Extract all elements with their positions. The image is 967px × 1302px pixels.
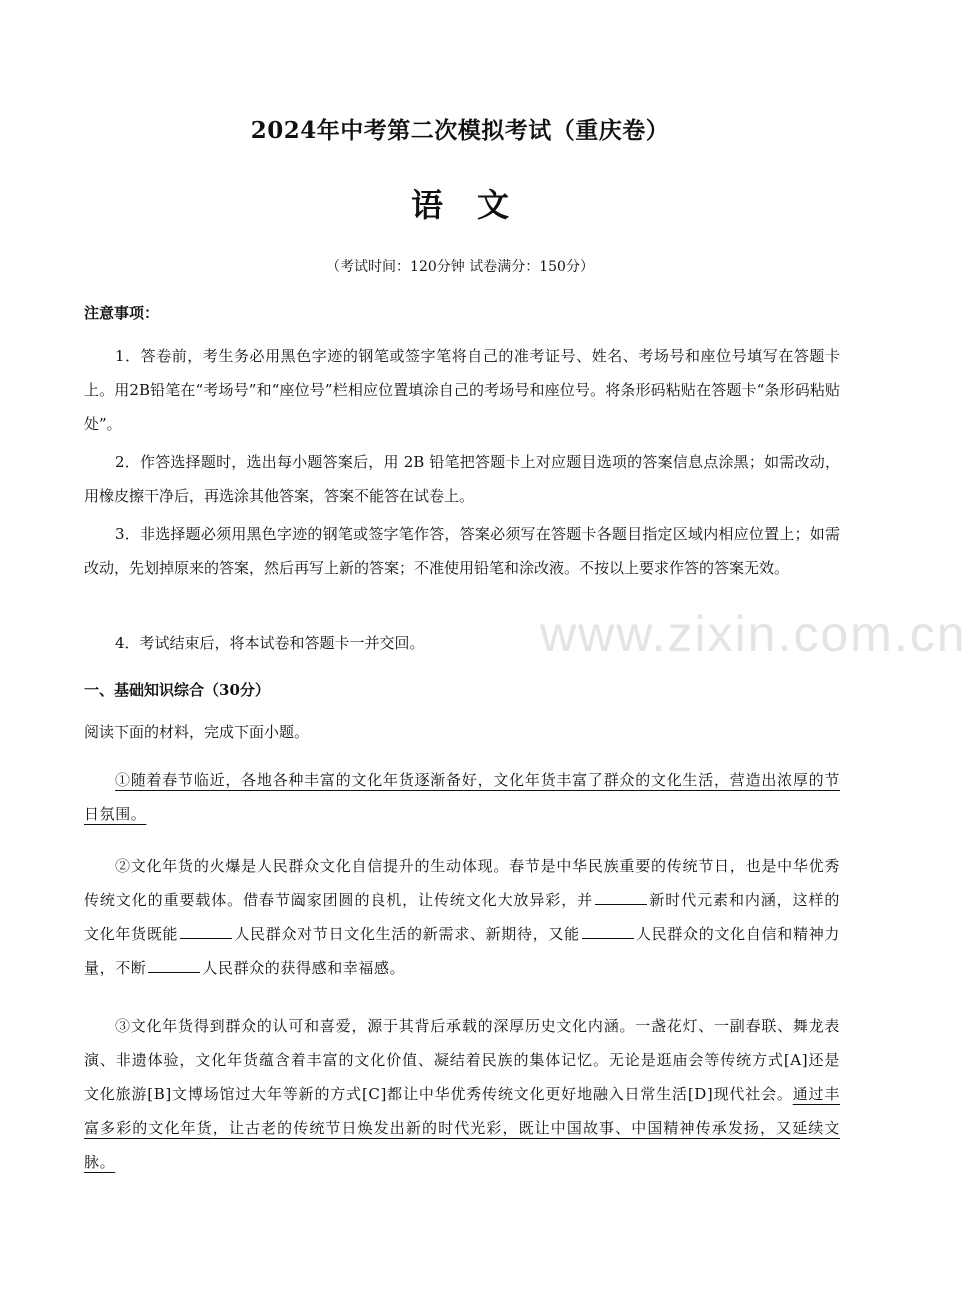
fill-blank-1[interactable] xyxy=(595,890,647,905)
notice-item-3: 3．非选择题必须用黑色字迹的钢笔或签字笔作答，答案必须写在答题卡各题目指定区域内相应位置上；如需改动，先划掉原来的答案，然后再写上新的答案；不准使用铅笔和涂改液。不按以上要求作答的答案无效。 xyxy=(84,525,840,577)
p3-text: ③文化年货得到群众的认可和喜爱，源于其背后承载的深厚历史文化内涵。一盏花灯、一副春联、舞龙表演、非遗体验，文化年货蕴含着丰富的文化价值、凝结着民族的集体记忆。无论是逛庙会等传统方式[A]还是文化旅游[B]文博场馆过大年等新的方式[C]都让中华优秀传统文化更好地融入日常生活[D]现代社会。 xyxy=(84,1017,840,1103)
notice-item-1: 1．答卷前，考生务必用黑色字迹的钢笔或签字笔将自己的准考证号、姓名、考场号和座位号填写在答题卡上。用2B铅笔在“考场号”和“座位号”栏相应位置填涂自己的考场号和座位号。将条形码粘贴在答题卡“条形码粘贴处”。 xyxy=(84,347,840,433)
notice-item-2: 2．作答选择题时，选出每小题答案后，用 2B 铅笔把答题卡上对应题目选项的答案信息点涂黑；如需改动，用橡皮擦干净后，再选涂其他答案，答案不能答在试卷上。 xyxy=(84,453,840,505)
fill-blank-3[interactable] xyxy=(582,924,634,939)
passage-paragraph-2 xyxy=(84,849,840,985)
exam-title: 2024年中考第二次模拟考试（重庆卷） xyxy=(250,117,670,144)
fill-blank-4[interactable] xyxy=(148,958,200,973)
p2-text-2: 新时代元素和内涵，这样的文化年货既能 xyxy=(84,891,841,943)
p2-text-1: ②文化年货的火爆是人民群众文化自信提升的生动体现。春节是中华民族重要的传统节日，也是中华优秀传统文化的重要载体。借春节阖家团圆的良机，让传统文化大放异彩，并 xyxy=(84,857,840,909)
notice-heading: 注意事项： xyxy=(84,304,160,322)
p2-text-5: 人民群众的获得感和幸福感。 xyxy=(202,959,406,977)
section-instruction: 阅读下面的材料，完成下面小题。 xyxy=(84,723,310,741)
fill-blank-2[interactable] xyxy=(180,924,232,939)
section-heading: 一、基础知识综合（30分） xyxy=(84,681,270,699)
subject-title: 语文 xyxy=(410,186,543,224)
exam-meta: （考试时间：120分钟 试卷满分：150分） xyxy=(326,259,594,275)
p2-text-3: 人民群众对节日文化生活的新需求、新期待，又能 xyxy=(234,925,580,943)
underlined-sentence-2: 通过丰富多彩的文化年货，让古老的传统节日焕发出新的时代光彩，既让中国故事、中国精神传承发扬，又延续文脉。 xyxy=(84,1085,840,1171)
passage-paragraph-3 xyxy=(84,1009,840,1179)
notice-item-4: 4．考试结束后，将本试卷和答题卡一并交回。 xyxy=(115,634,425,652)
passage-paragraph-1 xyxy=(84,763,840,831)
underlined-sentence-1: ①随着春节临近，各地各种丰富的文化年货逐渐备好，文化年货丰富了群众的文化生活，营造出浓厚的节日氛围。 xyxy=(84,771,840,823)
watermark-text: www.zixin.com.cn xyxy=(540,606,967,662)
p2-text-4: 人民群众的文化自信和精神力量，不断 xyxy=(84,925,840,977)
